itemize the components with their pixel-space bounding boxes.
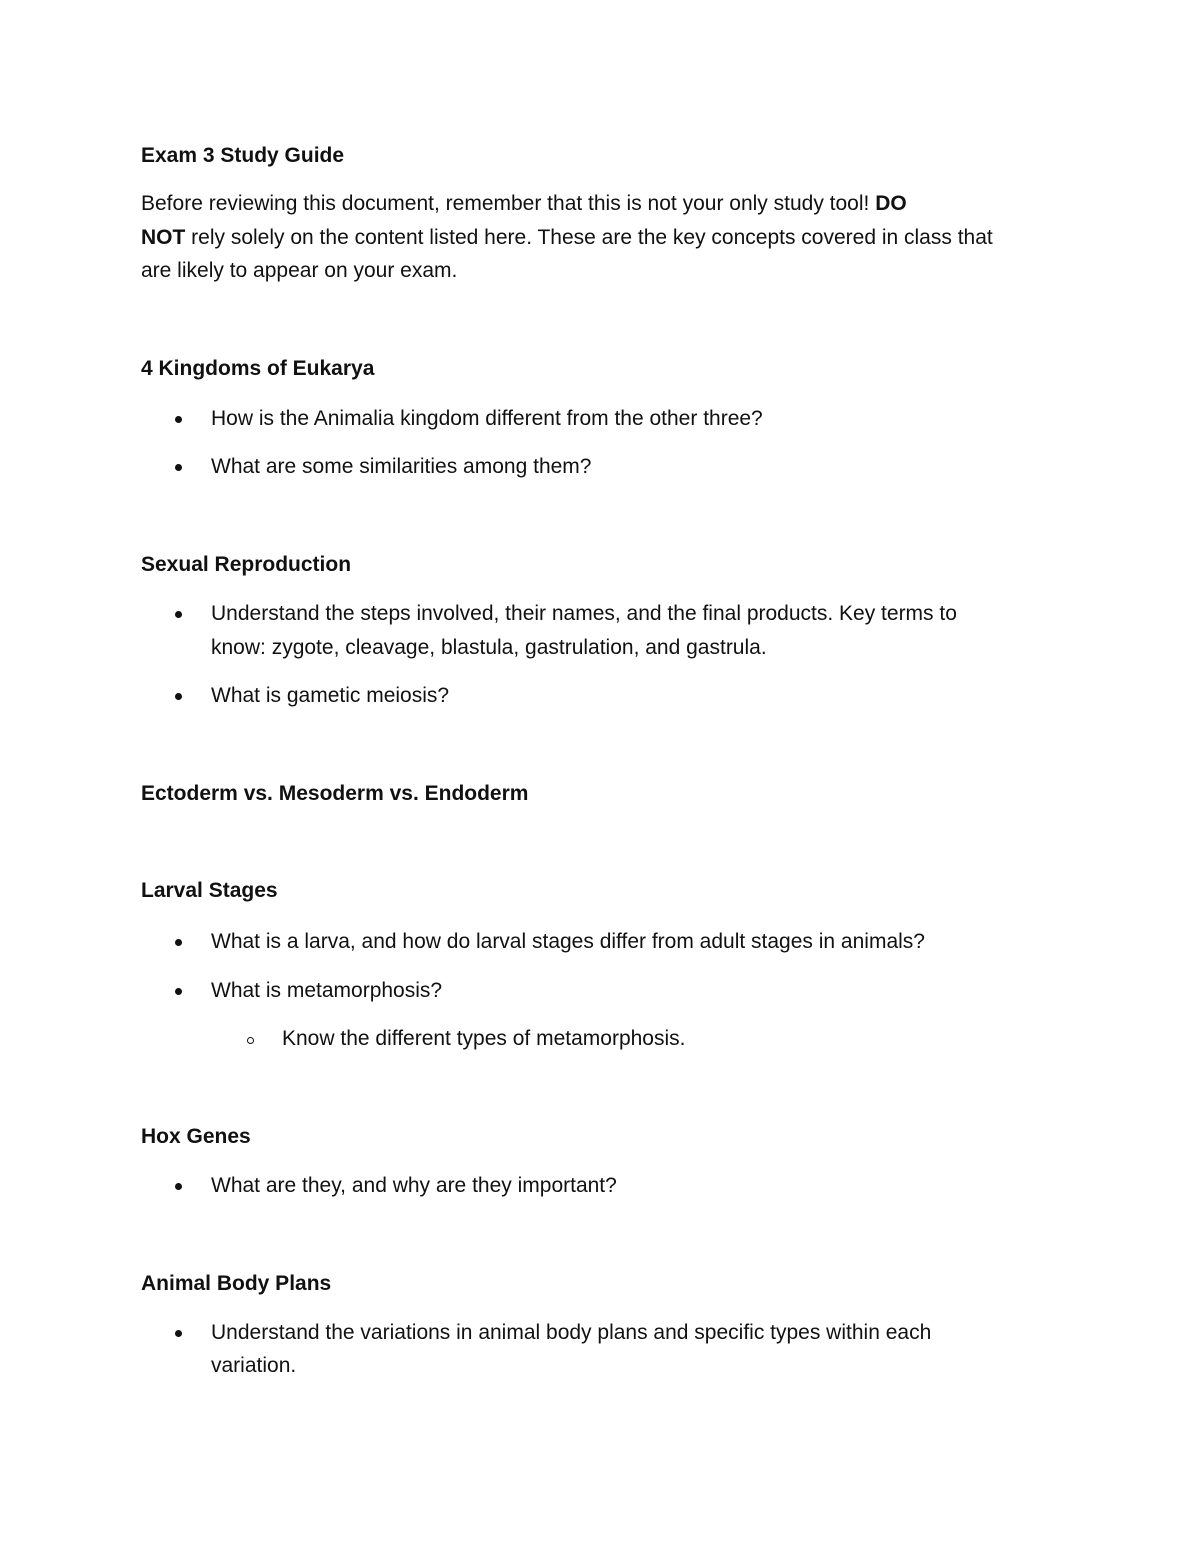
intro-emphasis-not: NOT <box>141 226 186 249</box>
sub-list-item: Know the different types of metamorphosis. <box>282 1027 686 1050</box>
intro-line-3: are likely to appear on your exam. <box>141 259 458 282</box>
section-heading-germ-layers: Ectoderm vs. Mesoderm vs. Endoderm <box>141 782 529 805</box>
bullet-icon <box>175 693 182 700</box>
list-item: What is metamorphosis? <box>211 979 443 1002</box>
bullet-icon <box>175 988 182 995</box>
intro-text-1a: Before reviewing this document, remember that this is not your only study tool! <box>141 192 876 215</box>
section-heading-kingdoms: 4 Kingdoms of Eukarya <box>141 357 375 380</box>
list-item: What are some similarities among them? <box>211 455 592 478</box>
bullet-icon <box>175 939 182 946</box>
list-item-continuation: know: zygote, cleavage, blastula, gastrulation, and gastrula. <box>211 636 767 659</box>
section-heading-larval-stages: Larval Stages <box>141 879 278 902</box>
list-item: What is gametic meiosis? <box>211 684 450 707</box>
bullet-icon <box>175 416 182 423</box>
document-title: Exam 3 Study Guide <box>141 144 345 167</box>
list-item: Understand the steps involved, their names, and the final products. Key terms to <box>211 602 957 625</box>
section-heading-body-plans: Animal Body Plans <box>141 1272 332 1295</box>
intro-line-1 <box>141 192 907 216</box>
intro-line-2 <box>141 226 993 250</box>
section-heading-sexual-reproduction: Sexual Reproduction <box>141 553 352 576</box>
intro-emphasis-do: DO <box>875 192 907 215</box>
sub-bullet-icon <box>247 1037 254 1044</box>
list-item: What is a larva, and how do larval stages differ from adult stages in animals? <box>211 930 925 953</box>
bullet-icon <box>175 464 182 471</box>
list-item-continuation: variation. <box>211 1354 297 1377</box>
bullet-icon <box>175 1330 182 1337</box>
intro-text-2b: rely solely on the content listed here. These are the key concepts covered in class that <box>185 226 993 249</box>
bullet-icon <box>175 1183 182 1190</box>
list-item: How is the Animalia kingdom different from the other three? <box>211 407 763 430</box>
bullet-icon <box>175 611 182 618</box>
list-item: Understand the variations in animal body plans and specific types within each <box>211 1321 932 1344</box>
list-item: What are they, and why are they important? <box>211 1174 617 1197</box>
section-heading-hox-genes: Hox Genes <box>141 1125 251 1148</box>
